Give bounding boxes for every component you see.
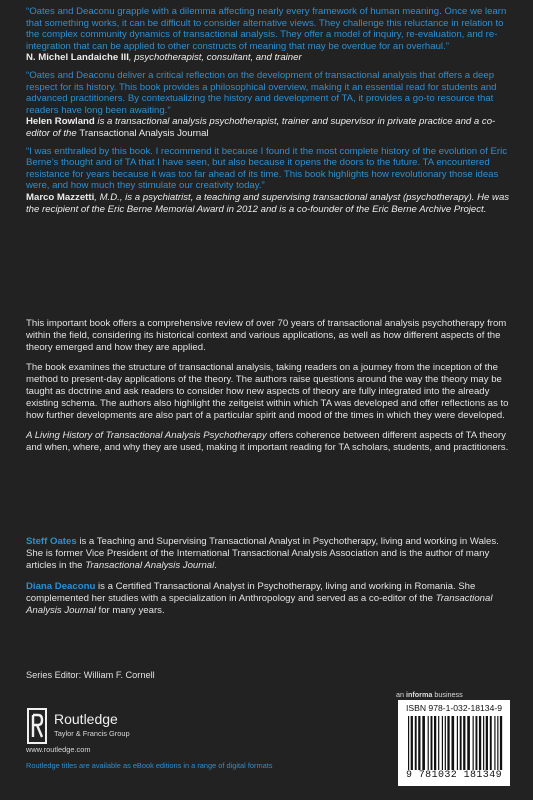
barcode-bar [475, 716, 477, 770]
author-journal: Transactional Analysis Journal [26, 593, 493, 616]
barcode-bar [479, 716, 481, 770]
barcode-bar [431, 716, 433, 770]
author-journal: Transactional Analysis Journal [85, 559, 215, 571]
description-paragraph-3 [26, 430, 512, 454]
barcode-bar [451, 716, 454, 770]
author-name: Diana Deaconu [26, 581, 96, 593]
barcode-bar [483, 716, 484, 770]
barcode-bar [457, 716, 458, 770]
isbn-label: ISBN 978-1-032-18134-9 [405, 703, 503, 713]
barcode-bar [411, 716, 413, 770]
review-quote: “I was enthralled by this book. I recommend it because I found it the most complete history of the evolution of Eric Berne’s thought and of TA that I have seen, but also because it opens the doors to the future. TA encountered resistance for years because it was too far ahead of its time. This book highlights how revolutionary those ideas were, and how much they stimulate our creativity today.” [26, 145, 507, 192]
barcode-bar [447, 716, 449, 770]
reviewer-name: Marco Mazzetti [26, 191, 95, 203]
barcode-bar [463, 716, 465, 770]
review-attribution [26, 52, 512, 64]
author-bio-deaconu [26, 581, 512, 616]
barcode-bar [434, 716, 436, 770]
barcode-bar [418, 716, 420, 770]
barcode-bar [422, 716, 425, 770]
barcode-bar [494, 716, 495, 770]
review-mazzetti [26, 146, 512, 216]
author-bios [26, 536, 512, 627]
barcode-bar [445, 716, 446, 770]
reviewer-role: , M.D., is a psychiatrist, a teaching and supervising transactional analyst (psychotherapy). He was the recipient of the Eric Berne Memorial Award in 2012 and is a co-founder of the Eric Berne Archive Project. [26, 191, 510, 215]
barcode-bar [415, 716, 417, 770]
description-paragraph-1: This important book offers a comprehensive review of over 70 years of transactional analysis psychotherapy from within the field, considering its historical context and various applications, as well as how different aspects of the theory emerged and how they are applied. [26, 318, 507, 353]
barcode-bar [438, 716, 439, 770]
barcode-digits: 9 781032 181349 [405, 770, 502, 781]
book-description [26, 318, 512, 463]
author-bio-oates [26, 536, 512, 571]
reviews-section [26, 6, 512, 221]
reviewer-name: Helen Rowland [26, 116, 95, 128]
barcode-bar [442, 716, 443, 770]
author-bio-text: is a Teaching and Supervising Transactional Analyst in Psychotherapy, living and working in Wales. She is former Vice President of the International Transactional Analysis Association and is the author of many articles in the [26, 536, 499, 571]
reviewer-journal: Transactional Analysis Journal [79, 127, 209, 139]
barcode-bar [467, 716, 470, 770]
publisher-block [26, 705, 226, 753]
review-attribution [26, 116, 512, 139]
author-name: Steff Oates [26, 536, 77, 547]
reviewer-name: N. Michel Landaiche III [26, 52, 129, 64]
barcode-bars [408, 716, 504, 770]
barcode-bar [497, 716, 498, 770]
ebook-note: Routledge titles are available as eBook editions in a range of digital formats [26, 761, 273, 770]
informa-brand: informa [406, 690, 433, 699]
review-rowland [26, 70, 512, 140]
description-paragraph-3-text: offers coherence between different aspects of TA theory and when, where, and why they are used, making it important reading for TA scholars, students, and practitioners. [26, 430, 509, 454]
routledge-logo-icon [26, 707, 48, 745]
barcode-bar [490, 716, 492, 770]
informa-business-label [396, 690, 463, 699]
author-bio-end: . [214, 559, 217, 571]
publisher-group: Taylor & Francis Group [54, 729, 130, 738]
informa-suffix: business [432, 690, 463, 699]
review-quote: “Oates and Deaconu deliver a critical reflection on the development of transactional analysis that offers a deep respect for its history. This book provides a philosophical overview, making it an essential read for students and advanced practitioners. By contextualizing the history and development of TA, it provides a go-to resource that readers have long been awaiting.” [26, 69, 497, 116]
publisher-url[interactable]: www.routledge.com [26, 745, 91, 754]
barcode-bar [408, 716, 409, 770]
review-quote: “Oates and Deaconu grapple with a dilemma affecting nearly every framework of human meaning. Once we learn that something works, it can be difficult to consider alternative views. They challenge this reluctance in relation to the complex community dynamics of transactional analysis. They offer a model of inquiry, re-evaluation, and re-integration that can be applied to other constructs of meaning that may be overdue for an overhaul.” [26, 6, 507, 52]
review-landaiche [26, 6, 512, 64]
review-attribution [26, 192, 512, 215]
informa-prefix: an [396, 690, 406, 699]
isbn-barcode [398, 700, 510, 786]
series-editor: Series Editor: William F. Cornell [26, 670, 155, 680]
barcode-bar [473, 716, 474, 770]
description-paragraph-2: The book examines the structure of transactional analysis, taking readers on a journey from the inception of the method to present-day applications of the theory. The authors raise questions around the way the theory may be taught as doctrine and ask readers to consider how new aspects of theory are fully integrated into the already existing schema. The authors also highlight the zeitgeist within which TA was developed and offer reflections as to how further developments are also part of a particular spirit and mood of the times in which they were developed. [26, 362, 509, 421]
barcode-bar [500, 716, 502, 770]
barcode-bar [460, 716, 462, 770]
author-bio-text: is a Certified Transactional Analyst in Psychotherapy, living and working in Romania. She complemented her studies with a specialization in Anthropology and served as a co-editor of the [26, 581, 476, 605]
reviewer-role: , psychotherapist, consultant, and trainer [128, 52, 302, 64]
barcode-bar [486, 716, 488, 770]
barcode-bar [428, 716, 429, 770]
reviewer-role: is a transactional analysis psychotherapist, trainer and supervisor in private practice and a co-editor of the [26, 116, 496, 139]
author-bio-end: for many years. [95, 604, 165, 616]
book-title: A Living History of Transactional Analysis Psychotherapy [26, 430, 267, 442]
publisher-name: Routledge [54, 711, 118, 727]
